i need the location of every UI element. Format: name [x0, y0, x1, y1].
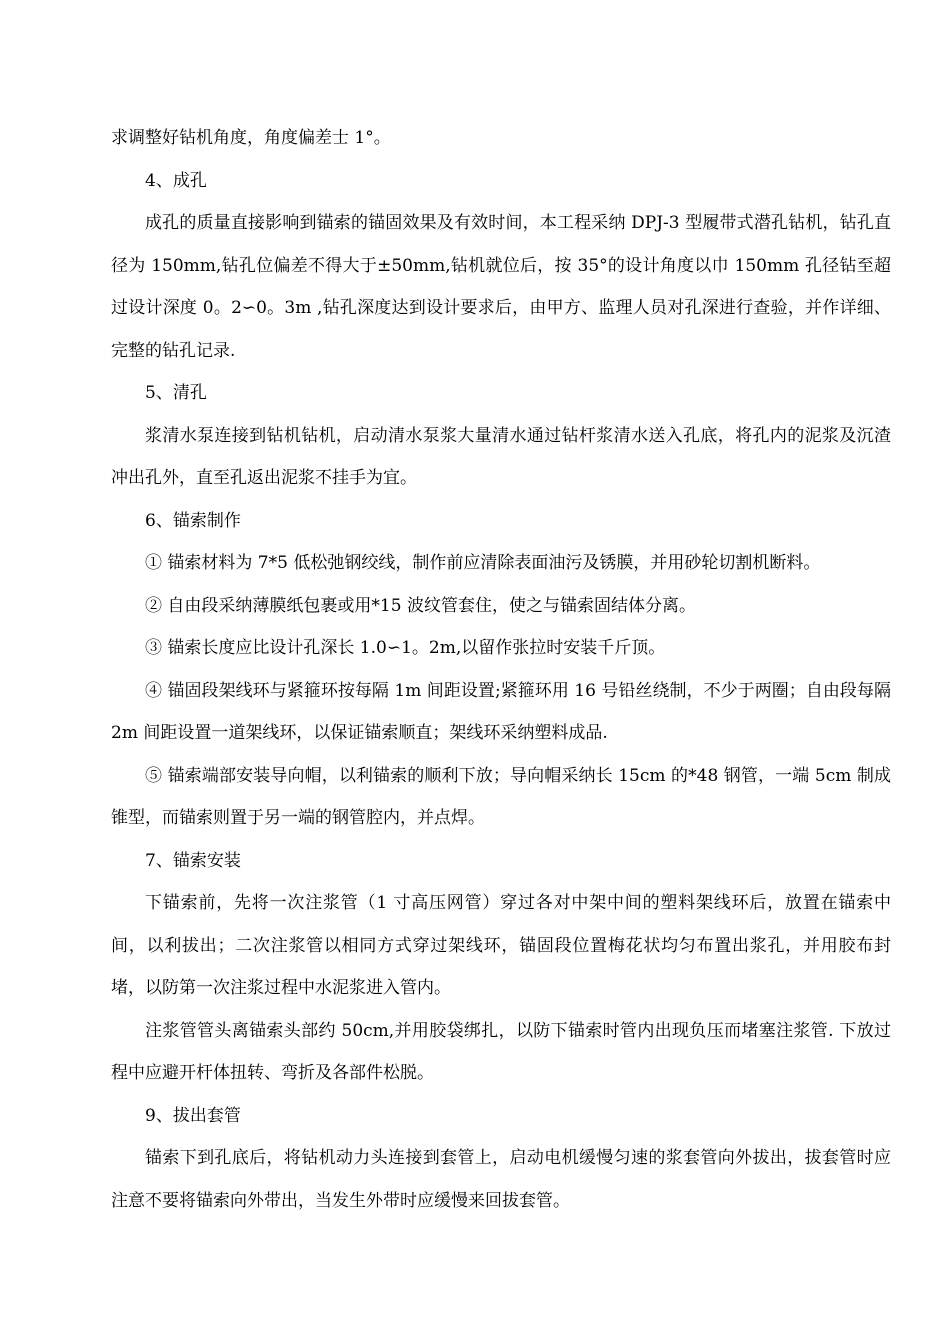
- paragraph-continuation: 求调整好钻机角度，角度偏差士 1°。: [111, 128, 391, 148]
- section-heading-anchor-fabrication: 6、锚索制作: [145, 510, 241, 531]
- document-page: [111, 117, 891, 1222]
- paragraph-installation-2: 注浆管管头离锚索头部约 50cm,并用胶袋绑扎，以防下锚索时管内出现负压而堵塞注浆管. 下放过程中应避开杆体扭转、弯折及各部件松脱。: [111, 1020, 891, 1083]
- section-heading-anchor-installation: 7、锚索安装: [145, 850, 241, 871]
- list-item-fabrication-2: ② 自由段采纳薄膜纸包裹或用*15 波纹管套住，使之与锚索固结体分离。: [145, 595, 696, 616]
- paragraph-hole-cleaning: 浆清水泵连接到钻机钻机，启动清水泵浆大量清水通过钻杆浆清水送入孔底，将孔内的泥浆及沉渣冲出孔外，直至孔返出泥浆不挂手为宜。: [111, 425, 891, 488]
- section-heading-casing-removal: 9、拔出套管: [145, 1105, 241, 1126]
- section-heading-hole-cleaning: 5、清孔: [145, 383, 207, 403]
- list-item-fabrication-4: ④ 锚固段架线环与紧箍环按每隔 1m 间距设置;紧箍环用 16 号铅丝绕制，不少于两圈；自由段每隔 2m 间距设置一道架线环，以保证锚索顺直；架线环采纳塑料成品.: [111, 680, 891, 743]
- list-item-fabrication-5: ⑤ 锚索端部安装导向帽，以利锚索的顺利下放；导向帽采纳长 15cm 的*48 钢管，一端 5cm 制成锥型，而锚索则置于另一端的钢管腔内，并点焊。: [111, 765, 891, 828]
- list-item-fabrication-1: ① 锚索材料为 7*5 低松弛钢绞线，制作前应清除表面油污及锈膜，并用砂轮切割机断料。: [145, 553, 821, 573]
- section-heading-drilling: 4、成孔: [145, 170, 207, 191]
- paragraph-installation-1: 下锚索前，先将一次注浆管（1 寸高压网管）穿过各对中架中间的塑料架线环后，放置在锚索中间，以利拔出；二次注浆管以相同方式穿过架线环，锚固段位置梅花状均匀布置出浆孔，并用胶布封堵，以防第一次注浆过程中水泥浆进入管内。: [111, 893, 891, 998]
- paragraph-casing-removal: 锚索下到孔底后，将钻机动力头连接到套管上，启动电机缓慢匀速的浆套管向外拔出，拔套管时应注意不要将锚索向外带出，当发生外带时应缓慢来回拔套管。: [111, 1148, 891, 1211]
- list-item-fabrication-3: ③ 锚索长度应比设计孔深长 1.0∽1。2m,以留作张拉时安装千斤顶。: [145, 638, 666, 658]
- paragraph-drilling: 成孔的质量直接影响到锚索的锚固效果及有效时间，本工程采纳 DPJ-3 型履带式潜孔钻机，钻孔直径为 150mm,钻孔位偏差不得大于±50mm,钻机就位后，按 35°的设计角度以巾 150mm 孔径钻至超过设计深度 0。2∽0。3m ,钻孔深度达到设计要求后，由甲方、监理人员对孔深进行查验，并作详细、完整的钻孔记录.: [111, 213, 891, 361]
